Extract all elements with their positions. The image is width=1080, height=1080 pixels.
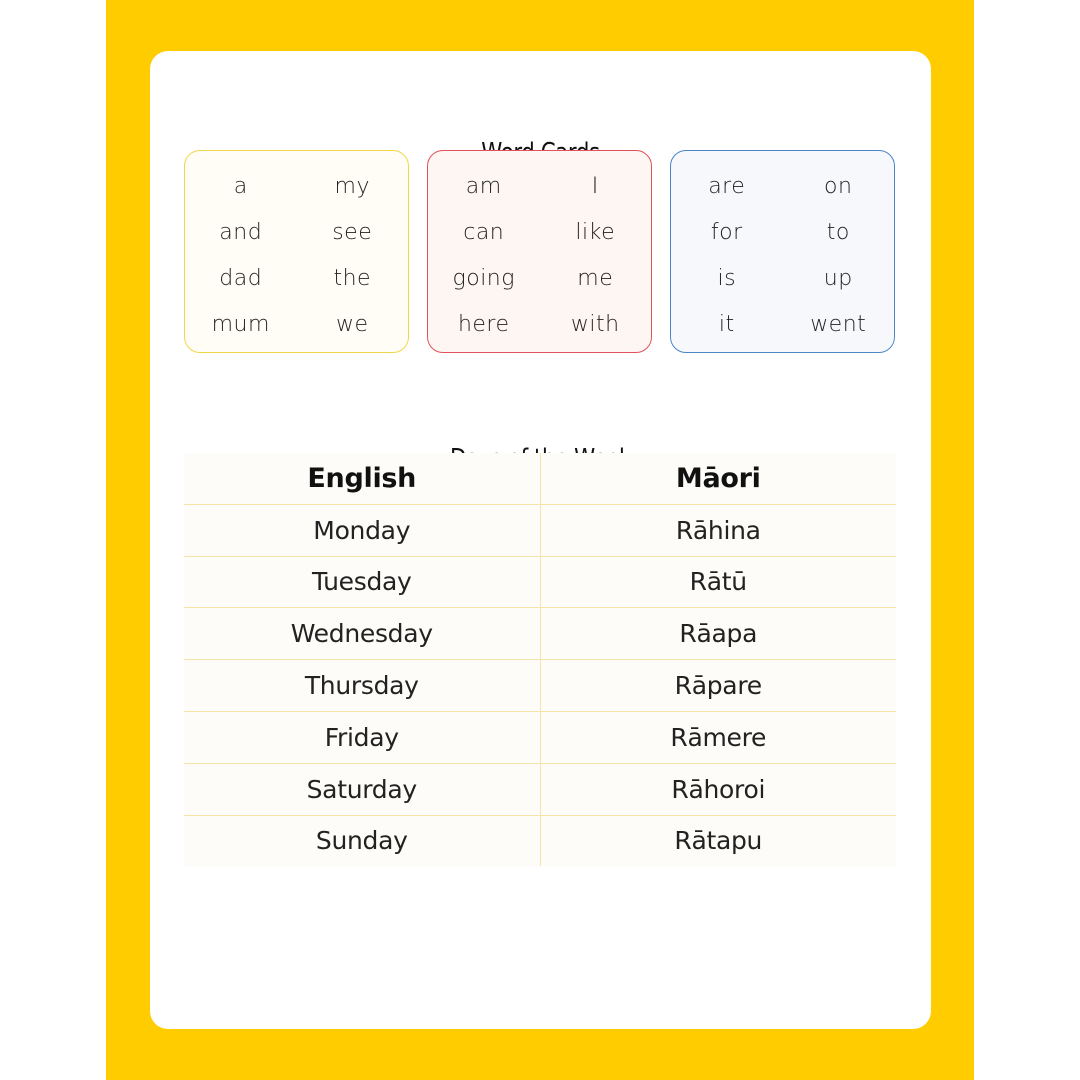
- table-row: [184, 660, 896, 712]
- word: the: [333, 265, 372, 291]
- maori-day: Rāmere: [670, 722, 767, 752]
- word: here: [457, 311, 510, 337]
- column-header-maori: Māori: [675, 462, 761, 494]
- word: is: [717, 265, 737, 291]
- word-card-grid: [428, 163, 651, 347]
- word-card-blue: [670, 150, 895, 353]
- table-row: [184, 816, 896, 867]
- english-day: Thursday: [184, 660, 541, 711]
- english-day: Sunday: [184, 816, 541, 867]
- word: we: [335, 311, 369, 337]
- word: am: [465, 173, 502, 199]
- maori-day: Rātapu: [674, 826, 763, 856]
- word-card-red: [427, 150, 652, 353]
- word: up: [823, 265, 853, 291]
- days-table: [184, 453, 896, 866]
- table-row: [184, 712, 896, 764]
- table-header-row: [184, 453, 896, 505]
- english-day: Monday: [184, 505, 541, 556]
- table-row: [184, 764, 896, 816]
- word-card-grid: [671, 163, 894, 347]
- column-header-english: English: [184, 453, 541, 504]
- english-day: Friday: [184, 712, 541, 763]
- english-day: Saturday: [184, 764, 541, 815]
- maori-day: Rāapa: [679, 619, 758, 649]
- word: can: [463, 219, 505, 245]
- word: I: [591, 173, 599, 199]
- word: it: [718, 311, 735, 337]
- table-row: [184, 608, 896, 660]
- word: me: [577, 265, 614, 291]
- table-row: [184, 557, 896, 609]
- word: mum: [211, 311, 270, 337]
- table-row: [184, 505, 896, 557]
- word: are: [708, 173, 746, 199]
- word-card-yellow: [184, 150, 409, 353]
- word: dad: [219, 265, 263, 291]
- word: see: [332, 219, 373, 245]
- maori-day: Rāhoroi: [671, 774, 766, 804]
- maori-day: Rāhina: [675, 515, 761, 545]
- english-day: Tuesday: [184, 557, 541, 608]
- word: and: [219, 219, 263, 245]
- word: went: [810, 311, 867, 337]
- worksheet: [150, 51, 931, 1029]
- word-card-grid: [185, 163, 408, 347]
- maori-day: Rāpare: [674, 671, 762, 701]
- maori-day: Rātū: [689, 567, 747, 597]
- english-day: Wednesday: [184, 608, 541, 659]
- word: going: [452, 265, 515, 291]
- word: a: [233, 173, 248, 199]
- word: to: [826, 219, 850, 245]
- word: like: [575, 219, 616, 245]
- word: for: [710, 219, 743, 245]
- word: my: [334, 173, 370, 199]
- word: on: [824, 173, 853, 199]
- word: with: [570, 311, 620, 337]
